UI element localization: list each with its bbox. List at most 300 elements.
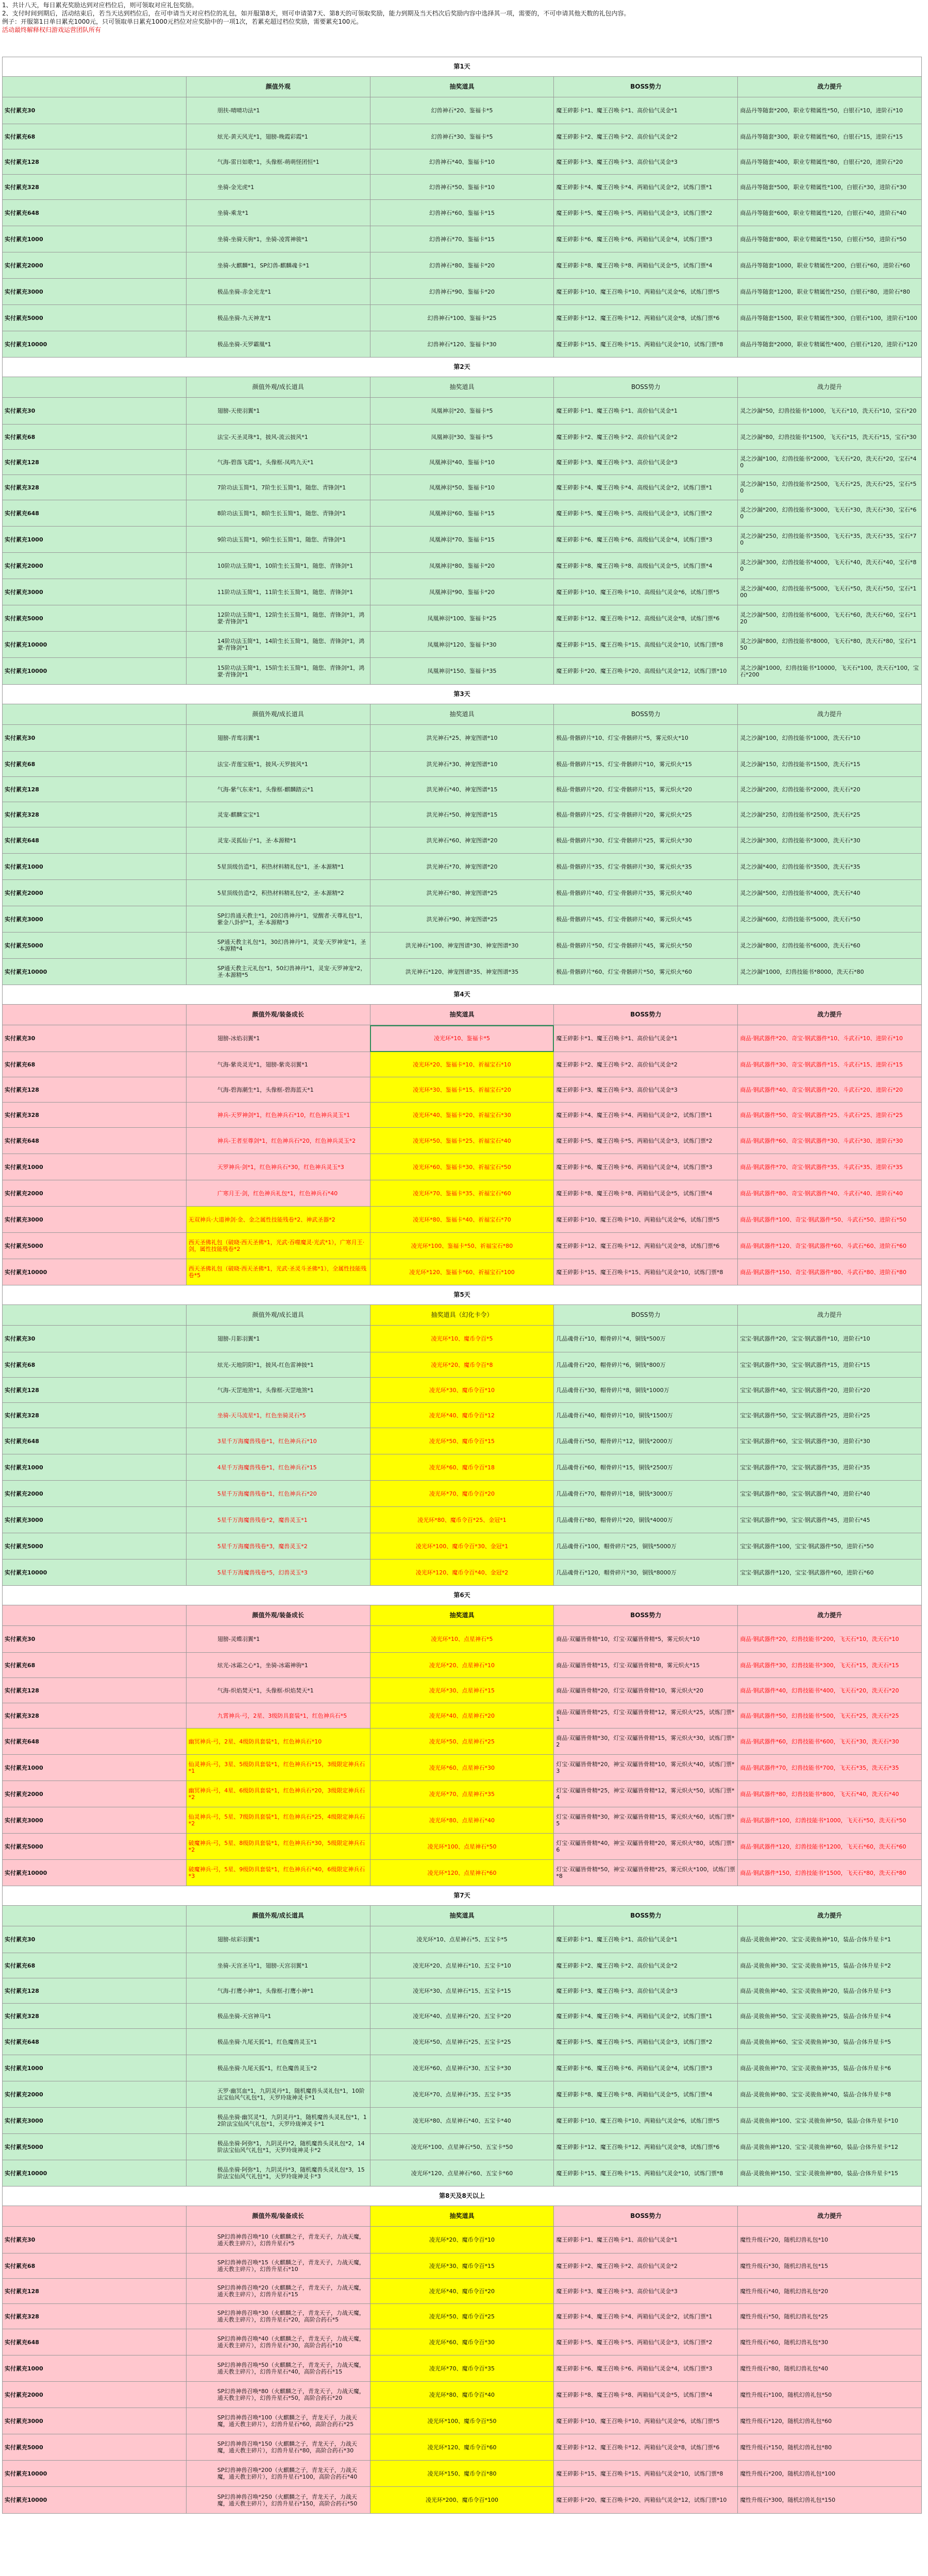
appearance-cell: 无双神兵·大道神剑·金、金之属性技能残卷*2、神武圣器*2 — [186, 1207, 370, 1233]
tier-label: 实付累充328 — [3, 1703, 187, 1728]
power-cell: 灵之沙漏*1000，幻兽技能书*10000，飞天石*100，洗天石*100，宝石*200 — [738, 658, 922, 685]
appearance-cell: SP幻兽神兽召唤*250（火麒麟之子，青龙天子，力战天魔，通天教主碎片），幻兽升星石*150，高阶合药石*50 — [186, 2487, 370, 2514]
lottery-cell: 凤凰神羽*120、鉴福卡*30 — [370, 632, 554, 658]
tier-row — [3, 305, 922, 331]
lottery-cell: 凌光环*100、点星神石*50 — [370, 1834, 554, 1860]
appearance-cell: SP通天教主元礼包*1，50幻兽神丹*1，灵宠·天罗神宠*2，圣·本源精*5 — [186, 959, 370, 985]
boss-cell: 极品·骨骸碎片*35、灯宝·骨骸碎片*30，雾元炽火*35 — [554, 854, 738, 880]
power-cell: 灵之沙漏*500，幻兽技能书*6000，飞天石*60，洗天石*60，宝石*120 — [738, 605, 922, 632]
lottery-cell: 凌光环*200、魔币令百*100 — [370, 2487, 554, 2514]
tier-label: 实付累充2000 — [3, 880, 187, 906]
boss-cell: 魔王碎影卡*8、魔王召唤卡*8、两箱仙气灵金*5，试炼门票*4 — [554, 1180, 738, 1207]
boss-cell: 灯宝·双屬皆骨精*30，神宝·双屬皆骨精*15，雾元炽火*60，试炼门票*5 — [554, 1807, 738, 1834]
lottery-cell: 凤凰神羽*30、鉴福卡*5 — [370, 425, 554, 450]
boss-cell: 魔王碎影卡*8、魔王召唤卡*8、高级仙气灵金*5，试炼门票*4 — [554, 553, 738, 579]
tier-row — [3, 1653, 922, 1678]
boss-cell: 魔王碎影卡*2、魔王召唤卡*2、高价仙气灵金*2 — [554, 124, 738, 149]
tier-row — [3, 1860, 922, 1886]
boss-cell: 几品魂骨石*120，帽骨碎片*30，铜钱*8000万 — [554, 1560, 738, 1586]
tier-row — [3, 2227, 922, 2253]
boss-cell: 灯宝·双屬皆骨精*25，神宝·双屬皆骨精*12，雾元炽火*50，试炼门票*4 — [554, 1781, 738, 1807]
tier-label: 实付累充3000 — [3, 579, 187, 605]
tier-row — [3, 425, 922, 450]
power-cell: 灵之沙漏*300，幻兽技能书*3000，洗天石*30 — [738, 827, 922, 854]
tier-label: 实付累充10000 — [3, 1560, 187, 1586]
appearance-cell: 气海-紫炎灵光*1，翅膀-紫炎羽翼*1 — [186, 1052, 370, 1077]
day-header-row — [3, 1906, 922, 1926]
tier-row — [3, 777, 922, 802]
column-header: 战力提升 — [738, 1906, 922, 1926]
tier-label: 实付累充1000 — [3, 854, 187, 880]
appearance-cell: 破魔神兵·弓，5星、8级防具套装*1，红色神兵石*30，5级限定神兵石*2 — [186, 1834, 370, 1860]
lottery-cell: 幻兽神石*30、鉴福卡*5 — [370, 124, 554, 149]
power-cell: 灵之沙漏*500，幻兽技能书*4000，洗天石*40 — [738, 880, 922, 906]
lottery-cell: 洪光神石*70、神宠图谱*20 — [370, 854, 554, 880]
tier-label: 实付累充128 — [3, 149, 187, 175]
appearance-cell: 破魔神兵·弓，5星、9级防具套装*1，红色神兵石*40，6级限定神兵石*3 — [186, 1860, 370, 1886]
appearance-cell: 朋扶-晴晴功法*1 — [186, 97, 370, 124]
lottery-cell: 凌光环*50、魔币令百*15 — [370, 1428, 554, 1454]
boss-cell: 魔王碎影卡*15、魔王召唤卡*15、两箱仙气灵金*10，试炼门票*8 — [554, 331, 738, 358]
boss-cell: 商品·双屬皆骨精*25，灯宝·双屬皆骨精*12，雾元炽火*25，试炼门票*1 — [554, 1703, 738, 1728]
day-header-row — [3, 1605, 922, 1626]
lottery-cell: 凌光环*70、魔币令百*35 — [370, 2355, 554, 2382]
tier-row — [3, 725, 922, 752]
day-title-row — [3, 2187, 922, 2206]
tier-row — [3, 2408, 922, 2434]
tier-label: 实付累充1000 — [3, 2055, 187, 2081]
tier-label: 实付累充3000 — [3, 1807, 187, 1834]
tier-row — [3, 2461, 922, 2487]
tier-label: 实付累充68 — [3, 1653, 187, 1678]
tier-row — [3, 398, 922, 425]
appearance-cell: 坐骑-天马流星*1，红色坐骑灵石*5 — [186, 1403, 370, 1428]
tier-label: 实付累充30 — [3, 1926, 187, 1953]
tier-row — [3, 827, 922, 854]
tier-label: 实付累充68 — [3, 124, 187, 149]
power-cell: 宝宝·钢武器件*20，宝宝·钢武器件*10，进阶石*10 — [738, 1326, 922, 1352]
tier-label: 实付累充1000 — [3, 1454, 187, 1481]
column-header: 抽奖道具 — [370, 377, 554, 398]
tier-label: 实付累充328 — [3, 175, 187, 200]
boss-cell: 魔王碎影卡*15、魔王召唤卡*15、两箱仙气灵金*10，试炼门票*8 — [554, 2160, 738, 2187]
tier-label: 实付累充328 — [3, 2304, 187, 2329]
day-header-row — [3, 1305, 922, 1326]
appearance-cell: 九霄神兵·弓，2星、3级防具套装*1，红色神兵石*5 — [186, 1703, 370, 1728]
column-header — [3, 1906, 187, 1926]
boss-cell: 极品·骨骸碎片*20、灯宝·骨骸碎片*15，雾元炽火*20 — [554, 777, 738, 802]
boss-cell: 魔王碎影卡*6、魔王召唤卡*6、两箱仙气灵金*4，试炼门票*3 — [554, 2355, 738, 2382]
lottery-cell: 凌光环*60、魔币令百*30 — [370, 2329, 554, 2355]
power-cell: 商品·钢武器件*120，幻兽技能书*1200，飞天石*60，洗天石*60 — [738, 1834, 922, 1860]
tier-label: 实付累充10000 — [3, 331, 187, 358]
boss-cell: 魔王碎影卡*12、魔王召唤卡*12、两箱仙气灵金*8，试炼门票*6 — [554, 305, 738, 331]
tier-label: 实付累充648 — [3, 2329, 187, 2355]
power-cell: 魔性升级石*20，随机幻兽礼包*10 — [738, 2227, 922, 2253]
boss-cell: 魔王碎影卡*1、魔王召唤卡*1、高价仙气灵金*1 — [554, 1926, 738, 1953]
boss-cell: 魔王碎影卡*5、魔王召唤卡*5、两箱仙气灵金*3，试炼门票*2 — [554, 2029, 738, 2055]
tier-row — [3, 175, 922, 200]
boss-cell: 魔王碎影卡*2、魔王召唤卡*2、高价仙气灵金*2 — [554, 2253, 738, 2279]
day-title: 第3天 — [3, 685, 922, 704]
power-cell: 商品·灵骏鱼神*120、宝宝·灵骏鱼神*60，装品·合体升星卡*12 — [738, 2134, 922, 2160]
lottery-cell: 幻兽神石*40、鉴福卡*10 — [370, 149, 554, 175]
boss-cell: 魔王碎影卡*4、魔王召唤卡*4、高级仙气灵金*2，试炼门票*1 — [554, 475, 738, 500]
power-cell: 商品·灵骏鱼神*20、宝宝·灵骏鱼神*10，装品·合体升星卡*1 — [738, 1926, 922, 1953]
tier-row — [3, 1352, 922, 1378]
tier-row — [3, 1128, 922, 1154]
lottery-cell: 凌光环*30、魔币令百*10 — [370, 1378, 554, 1403]
boss-cell: 极品·骨骸碎片*40、灯宝·骨骸碎片*35，雾元炽火*40 — [554, 880, 738, 906]
column-header: BOSS势力 — [554, 1305, 738, 1326]
boss-cell: 魔王碎影卡*1、魔王召唤卡*1、高价仙气灵金*1 — [554, 2227, 738, 2253]
tier-row — [3, 2029, 922, 2055]
power-cell: 商品·灵骏鱼神*50、宝宝·灵骏鱼神*25，装品·合体升星卡*4 — [738, 2004, 922, 2029]
tier-row — [3, 1626, 922, 1653]
tier-row — [3, 880, 922, 906]
power-cell: 魔性升级石*50，随机幻兽礼包*25 — [738, 2304, 922, 2329]
appearance-cell: 10阶功法玉简*1，10阶生长玉简*1，随您、青锋剑*1 — [186, 553, 370, 579]
tier-row — [3, 579, 922, 605]
power-cell: 魔性升级石*80，随机幻兽礼包*40 — [738, 2355, 922, 2382]
lottery-cell: 凌光环*80、魔币令百*40 — [370, 2382, 554, 2408]
tier-label: 实付累充3000 — [3, 1207, 187, 1233]
appearance-cell: 坐骑-金光虎*1 — [186, 175, 370, 200]
tier-label: 实付累充648 — [3, 2029, 187, 2055]
column-header: BOSS势力 — [554, 2206, 738, 2227]
tier-label: 实付累充1000 — [3, 226, 187, 252]
boss-cell: 极品·骨骸碎片*45、灯宝·骨骸碎片*40，雾元炽火*45 — [554, 906, 738, 933]
tier-label: 实付累充128 — [3, 450, 187, 475]
appearance-cell: 极品坐骑·幽冥灵*1，九阴灵丹*1，随机魔兽头灵礼包*1，12阶法宝仙风气礼包*1，天罗玲珑神灵卡*1 — [186, 2108, 370, 2134]
tier-row — [3, 279, 922, 305]
column-header: 颜值外观/装备成长 — [186, 2206, 370, 2227]
day-title-row — [3, 358, 922, 377]
tier-label: 实付累充30 — [3, 725, 187, 752]
day-title-row — [3, 57, 922, 77]
lottery-cell: 洪光神石*120、神宠图谱*35、神宠图谱*35 — [370, 959, 554, 985]
tier-row — [3, 1926, 922, 1953]
tier-label: 实付累充5000 — [3, 2134, 187, 2160]
appearance-cell: 5星顶级仿造*2，积热材料精礼包*2，圣·本源精*2 — [186, 880, 370, 906]
column-header: 战力提升 — [738, 377, 922, 398]
boss-cell: 魔王碎影卡*6、魔王召唤卡*6、高级仙气灵金*4，试炼门票*3 — [554, 527, 738, 553]
power-cell: 灵之沙漏*250，幻兽技能书*3500，飞天石*35，洗天石*35，宝石*70 — [738, 527, 922, 553]
tier-row — [3, 1481, 922, 1507]
boss-cell: 商品·双屬皆骨精*30，灯宝·双屬皆骨精*15，雾元炽火*30，试炼门票*2 — [554, 1728, 738, 1755]
boss-cell: 魔王碎影卡*10、魔王召唤卡*10、两箱仙气灵金*6，试炼门票*5 — [554, 2108, 738, 2134]
appearance-cell: SP幻兽神兽召唤*15（火麒麟之子，青龙天子，力战天魔，通天教主碎片），幻兽升星石*10 — [186, 2253, 370, 2279]
power-cell: 宝宝·钢武器件*80，宝宝·钢武器件*40，进阶石*40 — [738, 1481, 922, 1507]
appearance-cell: 炫光-天地阴阳*1，披风-红色雷神披*1 — [186, 1352, 370, 1378]
appearance-cell: 仙灵神兵·弓，5星、7级防具套装*1，红色神兵石*25，4级限定神兵石*2 — [186, 1807, 370, 1834]
lottery-cell: 凌光环*30、魔币令百*15 — [370, 2253, 554, 2279]
tier-label: 实付累充30 — [3, 1626, 187, 1653]
power-cell: 灵之沙漏*400，幻兽技能书*3500，洗天石*35 — [738, 854, 922, 880]
power-cell: 魔性升级石*300，随机幻兽礼包*150 — [738, 2487, 922, 2514]
tier-row — [3, 1180, 922, 1207]
appearance-cell: SP幻兽通天教主*1，20幻兽神丹*1，觉醒者·天尊礼包*1，紫金八卦炉*1，圣·本源精*3 — [186, 906, 370, 933]
column-header: 抽奖道具 — [370, 2206, 554, 2227]
tier-label: 实付累充5000 — [3, 1834, 187, 1860]
boss-cell: 魔王碎影卡*5、魔王召唤卡*5、两箱仙气灵金*3，试炼门票*2 — [554, 1128, 738, 1154]
lottery-cell: 凌光环*150、魔币令百*80 — [370, 2461, 554, 2487]
boss-cell: 极品·骨骸碎片*25、灯宝·骨骸碎片*20，雾元炽火*25 — [554, 802, 738, 827]
lottery-cell[interactable]: 凌光环*10、鉴福卡*5 — [370, 1025, 554, 1052]
appearance-cell: 气海-天罡地煞*1，头像框-天罡地煞*1 — [186, 1378, 370, 1403]
appearance-cell: 西天圣佛礼包（破晓·西天圣佛*1，光武·吞噬魔灵·光武*1），广寒月王·剑，属性技能残卷*2 — [186, 1233, 370, 1259]
boss-cell: 魔王碎影卡*10、魔王召唤卡*10、两箱仙气灵金*6，试炼门票*5 — [554, 2408, 738, 2434]
lottery-cell: 凌光环*40、鉴福卡*20、祈福宝石*30 — [370, 1103, 554, 1128]
power-cell: 灵之沙漏*100，幻兽技能书*2000，飞天石*20，洗天石*20，宝石*40 — [738, 450, 922, 475]
tier-row — [3, 2081, 922, 2108]
tier-label: 实付累充5000 — [3, 1533, 187, 1560]
lottery-cell: 凌光环*50、点星神石*25 — [370, 1728, 554, 1755]
lottery-cell: 凌光环*40、魔币令百*20 — [370, 2279, 554, 2304]
column-header: 抽奖道具 — [370, 1005, 554, 1025]
tier-label: 实付累充128 — [3, 1678, 187, 1703]
boss-cell: 魔王碎影卡*20、魔王召唤卡*20、高级仙气灵金*12，试炼门票*10 — [554, 658, 738, 685]
lottery-cell: 凌光环*20、魔币令百*10 — [370, 2227, 554, 2253]
power-cell: 宝宝·钢武器件*60，宝宝·钢武器件*30，进阶石*30 — [738, 1428, 922, 1454]
column-header: 颜值外观/成长道具 — [186, 704, 370, 725]
boss-cell: 魔王碎影卡*12、魔王召唤卡*12、两箱仙气灵金*8，试炼门票*6 — [554, 2134, 738, 2160]
boss-cell: 几品魂骨石*60，帽骨碎片*15，铜钱*2500万 — [554, 1454, 738, 1481]
appearance-cell: SP幻兽神兽召唤*150（火麒麟之子，青龙天子，力战天魔，通天教主碎片），幻兽升星石*80，高阶合药石*30 — [186, 2434, 370, 2461]
lottery-cell: 凌光环*70、魔币令百*20 — [370, 1481, 554, 1507]
power-cell: 魔性升级石*150，随机幻兽礼包*80 — [738, 2434, 922, 2461]
appearance-cell: 极品坐骑·九尾天狐*1，红色魔兽灵玉*2 — [186, 2055, 370, 2081]
boss-cell: 魔王碎影卡*12、魔王召唤卡*12、两箱仙气灵金*8，试炼门票*6 — [554, 2434, 738, 2461]
column-header: BOSS势力 — [554, 377, 738, 398]
power-cell: 魔性升级石*100，随机幻兽礼包*50 — [738, 2382, 922, 2408]
tier-row — [3, 1834, 922, 1860]
tier-label: 实付累充328 — [3, 802, 187, 827]
tier-row — [3, 906, 922, 933]
power-cell: 商品丹等随套*800，职业专精属性*150，白银石*50，进阶石*50 — [738, 226, 922, 252]
lottery-cell: 凌光环*70、鉴福卡*35、祈福宝石*60 — [370, 1180, 554, 1207]
appearance-cell: 坐骑-天宫圣马*1，翅膀-天宫羽翼*1 — [186, 1953, 370, 1978]
tier-label: 实付累充3000 — [3, 279, 187, 305]
lottery-cell: 洪光神石*60、神宠图谱*20 — [370, 827, 554, 854]
appearance-cell: 翅膀-天使羽翼*1 — [186, 398, 370, 425]
power-cell: 商品·钢武器件*30，幻兽技能书*300，飞天石*15，洗天石*15 — [738, 1653, 922, 1678]
appearance-cell: 幽冥神兵·弓，2星、4级防具套装*1，红色神兵石*10 — [186, 1728, 370, 1755]
boss-cell: 几品魂骨石*80，帽骨碎片*20，铜钱*4000万 — [554, 1507, 738, 1533]
lottery-cell: 凌光环*80、鉴福卡*40、祈福宝石*70 — [370, 1207, 554, 1233]
tier-row — [3, 553, 922, 579]
tier-label: 实付累充328 — [3, 475, 187, 500]
boss-cell: 魔王碎影卡*3、魔王召唤卡*3、高价仙气灵金*3 — [554, 2279, 738, 2304]
power-cell: 灵之沙漏*800，幻兽技能书*6000，洗天石*60 — [738, 933, 922, 959]
power-cell: 商品·灵骏鱼神*70、宝宝·灵骏鱼神*35，装品·合体升星卡*6 — [738, 2055, 922, 2081]
appearance-cell: 灵宠-麒麟宝宝*1 — [186, 802, 370, 827]
power-cell: 商品·钢武器件*20、奇宝·钢武器件*10、斗武石*10、进阶石*10 — [738, 1025, 922, 1052]
tier-row — [3, 2108, 922, 2134]
boss-cell: 魔王碎影卡*12、魔王召唤卡*12、两箱仙气灵金*8，试炼门票*6 — [554, 1233, 738, 1259]
tier-label: 实付累充3000 — [3, 2108, 187, 2134]
power-cell: 商品·钢武器件*70、奇宝·钢武器件*35、斗武石*35、进阶石*35 — [738, 1154, 922, 1180]
boss-cell: 灯宝·双屬皆骨精*40，神宝·双屬皆骨精*20，雾元炽火*80，试炼门票*6 — [554, 1834, 738, 1860]
tier-row — [3, 959, 922, 985]
power-cell: 宝宝·钢武器件*120，宝宝·钢武器件*60，进阶石*60 — [738, 1560, 922, 1586]
appearance-cell: 7阶功法玉简*1，7阶生长玉简*1，随您、青锋剑*1 — [186, 475, 370, 500]
column-header: 颜值外观/装备成长 — [186, 1605, 370, 1626]
power-cell: 宝宝·钢武器件*90，宝宝·钢武器件*45，进阶石*45 — [738, 1507, 922, 1533]
lottery-cell: 凤凰神羽*150、鉴福卡*35 — [370, 658, 554, 685]
power-cell: 商品·钢武器件*150、奇宝·钢武器件*80、斗武石*80、进阶石*80 — [738, 1259, 922, 1285]
power-cell: 商品·钢武器件*70，幻兽技能书*700，飞天石*35，洗天石*35 — [738, 1755, 922, 1781]
boss-cell: 魔王碎影卡*1、魔王召唤卡*1、高价仙气灵金*1 — [554, 97, 738, 124]
tier-row — [3, 1953, 922, 1978]
tier-label: 实付累充648 — [3, 1728, 187, 1755]
appearance-cell: 翅膀-青鸾羽翼*1 — [186, 725, 370, 752]
boss-cell: 魔王碎影卡*10、魔王召唤卡*10、两箱仙气灵金*6，试炼门票*5 — [554, 279, 738, 305]
tier-row — [3, 1978, 922, 2004]
power-cell: 灵之沙漏*200，幻兽技能书*3000，飞天石*30，洗天石*30，宝石*60 — [738, 500, 922, 527]
boss-cell: 魔王碎影卡*4、魔王召唤卡*4、两箱仙气灵金*2，试炼门票*1 — [554, 2004, 738, 2029]
power-cell: 商品·灵骏鱼神*150、宝宝·灵骏鱼神*80，装品·合体升星卡*15 — [738, 2160, 922, 2187]
boss-cell: 魔王碎影卡*1、魔王召唤卡*1、高价仙气灵金*1 — [554, 1025, 738, 1052]
power-cell: 灵之沙漏*250，幻兽技能书*2500，洗天石*25 — [738, 802, 922, 827]
appearance-cell: SP幻兽神兽召唤*40（火麒麟之子，青龙天子，力战天魔，通天教主碎片），幻兽升星石*30，高阶合药石*10 — [186, 2329, 370, 2355]
power-cell: 宝宝·钢武器件*50，宝宝·钢武器件*25，进阶石*25 — [738, 1403, 922, 1428]
tier-row — [3, 500, 922, 527]
tier-row — [3, 1428, 922, 1454]
lottery-cell: 凌光环*20、点星神石*10 — [370, 1653, 554, 1678]
lottery-cell: 凌光环*120、点星神石*60 — [370, 1860, 554, 1886]
lottery-cell: 凤凰神羽*80、鉴福卡*20 — [370, 553, 554, 579]
tier-label: 实付累充5000 — [3, 305, 187, 331]
appearance-cell: 西天圣佛礼包（破晓·西天圣佛*1，光武·圣灵斗圣佛*1），全属性技能残卷*5 — [186, 1259, 370, 1285]
power-cell: 灵之沙漏*100，幻兽技能书*1000，洗天石*10 — [738, 725, 922, 752]
column-header — [3, 77, 187, 97]
tier-row — [3, 252, 922, 279]
tier-label: 实付累充648 — [3, 827, 187, 854]
tier-row — [3, 149, 922, 175]
appearance-cell: 12阶功法玉简*1，12阶生长玉简*1，随您、青锋剑*1，鸿蒙·青锋剑*1 — [186, 605, 370, 632]
tier-row — [3, 1807, 922, 1834]
power-cell: 灵之沙漏*150，幻兽技能书*2500，飞天石*25，洗天石*25，宝石*50 — [738, 475, 922, 500]
power-cell: 魔性升级石*30，随机幻兽礼包*15 — [738, 2253, 922, 2279]
appearance-cell: 4星千万海魔兽残卷*1，红色神兵石*15 — [186, 1454, 370, 1481]
tier-row — [3, 658, 922, 685]
tier-label: 实付累充1000 — [3, 1755, 187, 1781]
tier-label: 实付累充10000 — [3, 1259, 187, 1285]
day-title: 第1天 — [3, 57, 922, 77]
boss-cell: 魔王碎影卡*12、魔王召唤卡*12、高级仙气灵金*8，试炼门票*6 — [554, 605, 738, 632]
appearance-cell: 广寒月王·剑，红色神兵礼包*1，红色神兵石*40 — [186, 1180, 370, 1207]
column-header — [3, 1605, 187, 1626]
lottery-cell: 凌光环*100、鉴福卡*50、祈福宝石*80 — [370, 1233, 554, 1259]
lottery-cell: 凤凰神羽*50、鉴福卡*10 — [370, 475, 554, 500]
lottery-cell: 凌光环*20、魔币令百*8 — [370, 1352, 554, 1378]
lottery-cell: 凤凰神羽*40、鉴福卡*10 — [370, 450, 554, 475]
tier-label: 实付累充68 — [3, 1052, 187, 1077]
tier-row — [3, 2382, 922, 2408]
day-title: 第4天 — [3, 985, 922, 1005]
appearance-cell: SP幻兽神兽召唤*100（火麒麟之子，青龙天子，力战天魔，通天教主碎片），幻兽升星石*60，高阶合药石*25 — [186, 2408, 370, 2434]
power-cell: 商品丹等随套*600，职业专精属性*120，白银石*40，进阶石*40 — [738, 200, 922, 226]
boss-cell: 魔王碎影卡*3、魔王召唤卡*3、高价仙气灵金*3 — [554, 1077, 738, 1103]
appearance-cell: 5星千万海魔兽残卷*3，魔兽灵玉*2 — [186, 1533, 370, 1560]
appearance-cell: 炫光-黄天风光*1，翅膀-晚霞彩霞*1 — [186, 124, 370, 149]
tier-label: 实付累充1000 — [3, 527, 187, 553]
power-cell: 商品·钢武器件*50，幻兽技能书*500，飞天石*25，洗天石*25 — [738, 1703, 922, 1728]
power-cell: 商品·钢武器件*60，幻兽技能书*600，飞天石*30，洗天石*30 — [738, 1728, 922, 1755]
appearance-cell: 气海-碧落飞霞*1，头像框-凤鸣九天*1 — [186, 450, 370, 475]
lottery-cell: 凌光环*10、点星神石*5 — [370, 1626, 554, 1653]
tier-label: 实付累充30 — [3, 1025, 187, 1052]
tier-label: 实付累充10000 — [3, 2487, 187, 2514]
power-cell: 商品丹等随套*500，职业专精属性*100，白银石*30，进阶石*30 — [738, 175, 922, 200]
tier-label: 实付累充10000 — [3, 1860, 187, 1886]
boss-cell: 几品魂骨石*100，帽骨碎片*25，铜钱*5000万 — [554, 1533, 738, 1560]
tier-label: 实付累充128 — [3, 2279, 187, 2304]
tier-label: 实付累充30 — [3, 97, 187, 124]
tier-label: 实付累充68 — [3, 425, 187, 450]
tier-row — [3, 752, 922, 777]
power-cell: 商品·钢武器件*150，幻兽技能书*1500，飞天石*80，洗天石*80 — [738, 1860, 922, 1886]
power-cell: 商品丹等随套*400，职业专精属性*80，白银石*20，进阶石*20 — [738, 149, 922, 175]
column-header: BOSS势力 — [554, 704, 738, 725]
note-line-disclaimer: 活动最终解释权归游戏运营团队所有 — [2, 26, 102, 33]
lottery-cell: 洪光神石*50、神宠图谱*15 — [370, 802, 554, 827]
tier-row — [3, 2055, 922, 2081]
column-header: 战力提升 — [738, 77, 922, 97]
power-cell: 魔性升级石*200，随机幻兽礼包*100 — [738, 2461, 922, 2487]
power-cell: 商品·钢武器件*120、奇宝·钢武器件*60、斗武石*60、进阶石*60 — [738, 1233, 922, 1259]
appearance-cell: 翅膀-月影羽翼*1 — [186, 1326, 370, 1352]
lottery-cell: 凌光环*60、点星神石*30 — [370, 1755, 554, 1781]
appearance-cell: 法宝-青莲宝瓶*1，披风-天罗披风*1 — [186, 752, 370, 777]
day-title: 第2天 — [3, 358, 922, 377]
lottery-cell: 凌光环*10、点星神石*5、五宝卡*5 — [370, 1926, 554, 1953]
appearance-cell: 极品坐骑-九天神龙*1 — [186, 305, 370, 331]
power-cell: 魔性升级石*40，随机幻兽礼包*20 — [738, 2279, 922, 2304]
power-cell: 商品·钢武器件*20，幻兽技能书*200，飞天石*10，洗天石*10 — [738, 1626, 922, 1653]
boss-cell: 魔王碎影卡*3、魔王召唤卡*3、高价仙气灵金*3 — [554, 149, 738, 175]
appearance-cell: 气海-碧海潮生*1，头像框-碧海蓝天*1 — [186, 1077, 370, 1103]
boss-cell: 几品魂骨石*30，帽骨碎片*8，铜钱*1000万 — [554, 1378, 738, 1403]
tier-row — [3, 802, 922, 827]
lottery-cell: 凌光环*50、点星神石*25、五宝卡*25 — [370, 2029, 554, 2055]
appearance-cell: 5星千万海魔兽残卷*1，红色神兵石*20 — [186, 1481, 370, 1507]
day-title-row — [3, 1886, 922, 1906]
tier-row — [3, 2160, 922, 2187]
column-header: 战力提升 — [738, 2206, 922, 2227]
tier-label: 实付累充2000 — [3, 252, 187, 279]
tier-row — [3, 1755, 922, 1781]
column-header: 抽奖道具 — [370, 1605, 554, 1626]
tier-row — [3, 2253, 922, 2279]
notes-block — [0, 0, 928, 57]
appearance-cell: 8阶功法玉简*1，8阶生长玉简*1，随您、青锋剑*1 — [186, 500, 370, 527]
tier-row — [3, 1025, 922, 1052]
appearance-cell: SP幻兽神兽召唤*30（火麒麟之子，青龙天子，力战天魔，通天教主碎片），幻兽升星石*20，高阶合药石*5 — [186, 2304, 370, 2329]
appearance-cell: 5星千万海魔兽残卷*2，魔兽灵玉*1 — [186, 1507, 370, 1533]
tier-row — [3, 2487, 922, 2514]
lottery-cell: 幻兽神石*60、鉴福卡*15 — [370, 200, 554, 226]
lottery-cell: 凌光环*60、点星神石*30、五宝卡*30 — [370, 2055, 554, 2081]
power-cell: 灵之沙漏*80，幻兽技能书*1500，飞天石*15，洗天石*15，宝石*30 — [738, 425, 922, 450]
lottery-cell: 凌光环*120、魔币令百*40、金冠*2 — [370, 1560, 554, 1586]
lottery-cell: 凌光环*40、点星神石*20、五宝卡*20 — [370, 2004, 554, 2029]
boss-cell: 魔王碎影卡*8、魔王召唤卡*8、两箱仙气灵金*5，试炼门票*4 — [554, 252, 738, 279]
lottery-cell: 幻兽神石*120、鉴福卡*30 — [370, 331, 554, 358]
column-header: BOSS势力 — [554, 1005, 738, 1025]
column-header: BOSS势力 — [554, 1605, 738, 1626]
